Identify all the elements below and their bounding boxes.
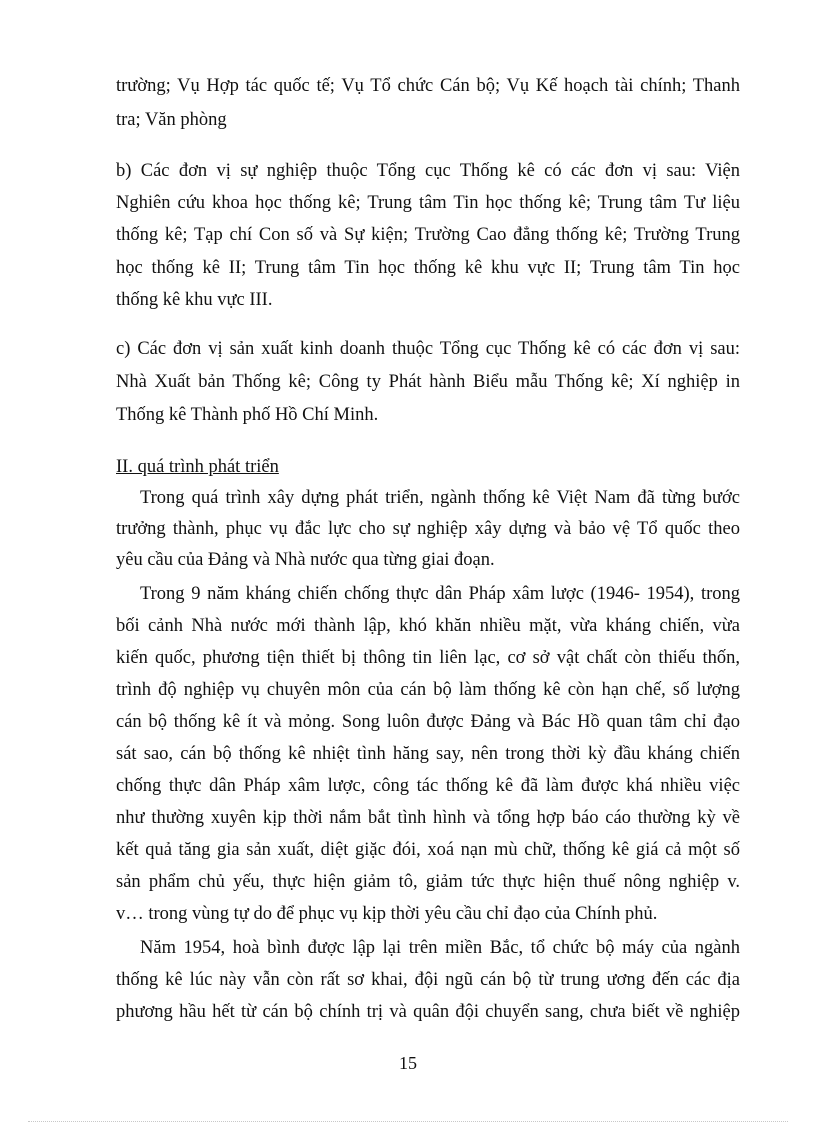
text-line: thống kê; Tạp chí Con số và Sự kiện; Trường Cao đẳng thống kê; Trường Trung xyxy=(116,225,740,245)
text-line: c) Các đơn vị sản xuất kinh doanh thuộc Tổng cục Thống kê có các đơn vị sau: xyxy=(116,339,740,359)
text-line: thống kê lúc này vẫn còn rất sơ khai, đội ngũ cán bộ từ trung ương đến các địa xyxy=(116,970,740,990)
section-heading: II. quá trình phát triển xyxy=(116,457,279,477)
text-line: b) Các đơn vị sự nghiệp thuộc Tổng cục Thống kê có các đơn vị sau: Viện xyxy=(116,161,740,181)
text-line: Nhà Xuất bản Thống kê; Công ty Phát hành Biểu mẫu Thống kê; Xí nghiệp in xyxy=(116,372,740,392)
text-line: bối cảnh Nhà nước mới thành lập, khó khăn nhiều mặt, vừa kháng chiến, vừa xyxy=(116,616,740,636)
text-line: Trong quá trình xây dựng phát triển, ngành thống kê Việt Nam đã từng bước xyxy=(140,488,740,508)
text-line: Năm 1954, hoà bình được lập lại trên miền Bắc, tổ chức bộ máy của ngành xyxy=(140,938,740,958)
text-line: trình độ nghiệp vụ chuyên môn của cán bộ làm thống kê còn hạn chế, số lượng xyxy=(116,680,740,700)
text-line: Nghiên cứu khoa học thống kê; Trung tâm Tin học thống kê; Trung tâm Tư liệu xyxy=(116,193,740,213)
text-line: kết quả tăng gia sản xuất, diệt giặc đói, xoá nạn mù chữ, thống kê giá cả một số xyxy=(116,840,740,860)
text-line: sát sao, cán bộ thống kê nhiệt tình hăng say, nên trong thời kỳ đầu kháng chiến xyxy=(116,744,740,764)
text-line: trưởng thành, phục vụ đắc lực cho sự nghiệp xây dựng và bảo vệ Tổ quốc theo xyxy=(116,519,740,539)
text-line: v… trong vùng tự do để phục vụ kịp thời yêu cầu chỉ đạo của Chính phủ. xyxy=(116,904,658,924)
text-line: kiến quốc, phương tiện thiết bị thông tin liên lạc, cơ sở vật chất còn thiếu thốn, xyxy=(116,648,740,668)
text-line: Thống kê Thành phố Hồ Chí Minh. xyxy=(116,405,379,425)
text-line: tra; Văn phòng xyxy=(116,110,227,130)
text-line: thống kê khu vực III. xyxy=(116,290,273,310)
text-line: yêu cầu của Đảng và Nhà nước qua từng giai đoạn. xyxy=(116,550,495,570)
text-line: sản phẩm chủ yếu, thực hiện giảm tô, giảm tức thực hiện thuế nông nghiệp v. xyxy=(116,872,740,892)
text-line: học thống kê II; Trung tâm Tin học thống kê khu vực II; Trung tâm Tin học xyxy=(116,258,740,278)
text-line: phương hầu hết từ cán bộ chính trị và quân đội chuyển sang, chưa biết về nghiệp xyxy=(116,1002,740,1022)
text-line: Trong 9 năm kháng chiến chống thực dân Pháp xâm lược (1946- 1954), trong xyxy=(140,584,740,604)
text-line: chống thực dân Pháp xâm lược, công tác thống kê đã làm được khá nhiều việc xyxy=(116,776,740,796)
text-line: cán bộ thống kê ít và mỏng. Song luôn được Đảng và Bác Hồ quan tâm chỉ đạo xyxy=(116,712,740,732)
page-bottom-divider xyxy=(28,1121,788,1122)
text-line: như thường xuyên kịp thời nắm bắt tình hình và tổng hợp báo cáo thường kỳ về xyxy=(116,808,740,828)
text-line: trường; Vụ Hợp tác quốc tế; Vụ Tổ chức Cán bộ; Vụ Kế hoạch tài chính; Thanh xyxy=(116,76,740,96)
page-number: 15 xyxy=(399,1053,417,1073)
